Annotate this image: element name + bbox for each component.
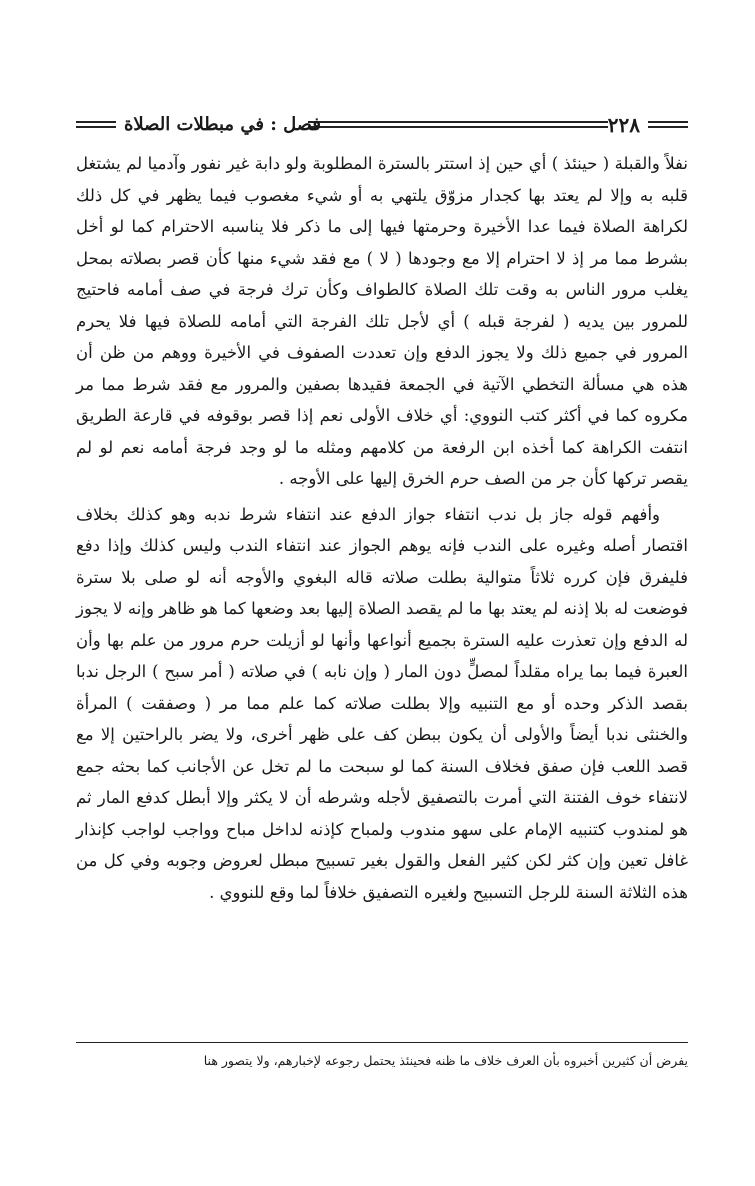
paragraph-1: نفلاً والقبلة ( حينئذ ) أي حين إذ استتر بالسترة المطلوبة ولو دابة غير نفور وآدميا لم يشتغل قلبه به وإلا لم يعتد بها كجدار مزوّق يلتهي به أو شيء مغصوب فيما يظهر في كل ذلك لكراهة الصلاة فيما عدا الأخيرة وحرمتها فيها إلى ما ذكر فلا يناسبه الاحترام كما لو أخل بشرط مما مر إذ لا احترام إلا مع وجودها ( لا ) مع فقد شيء منها كأن قصر بصلاته بمحل يغلب مرور الناس به وقت تلك الصلاة كالطواف وكأن ترك فرجة في صف أمامه فاحتيج للمرور بين يديه ( لفرجة قبله ) أي لأجل تلك الفرجة التي أمامه للصلاة فيها فلا يحرم المرور في جميع ذلك ولا يجوز الدفع وإن تعددت الصفوف في الأخيرة ووهم من ظن أن هذه هي مسألة التخطي الآتية في الجمعة فقيدها بصفين والمرور مع فقد شرط مما مر مكروه كما في أكثر كتب النووي: أي خلاف الأولى نعم إذا قصر بوقوفه في قارعة الطريق انتفت الكراهة كما أخذه ابن الرفعة من كلامهم ومثله ما لو وجد فرجة أمامه نعم لو لم يقصر تركها كأن جر من الصف حرم الخرق إليها على الأوجه . bbox=[76, 154, 688, 488]
chapter-title: فصل : في مبطلات الصلاة bbox=[124, 114, 321, 135]
header-rule-middle bbox=[308, 121, 608, 128]
page-number: ٢٢٨ bbox=[607, 113, 640, 137]
footnote-divider bbox=[76, 1042, 688, 1043]
header-rule-right bbox=[648, 121, 688, 128]
footnote: يفرض أن كثيرين أخبروه بأن العرف خلاف ما ظنه فحينئذ يحتمل رجوعه لإخبارهم، ولا يتصور هنا bbox=[203, 1053, 688, 1068]
page-header bbox=[76, 110, 688, 140]
paragraph-2: وأفهم قوله جاز بل ندب انتفاء جواز الدفع عند انتفاء شرط ندبه وهو كذلك بخلاف اقتصار أصله وغيره على الندب فإنه يوهم الجواز عند انتفاء الندب وليس كذلك وإذا دفع فليفرق فإن كرره ثلاثاً متوالية بطلت صلاته قاله البغوي والأوجه أنه لو صلى بلا سترة فوضعت له بلا إذنه لم يعتد بها ما لم يقصد الصلاة إليها بعد وضعها كما هو ظاهر وإنه لا يجوز له الدفع وإن تعذرت عليه السترة بجميع أنواعها وأنها لو أزيلت حرم مرور من علم بها وأن العبرة فيما بما يراه مقلداً لمصلٍّ دون المار ( وإن نابه ) في صلاته ( أمر سبح ) الرجل ندبا بقصد الذكر وحده أو مع التنبيه وإلا بطلت صلاته كما علم مما مر ( وصفقت ) المرأة والخنثى ندبا أيضاً والأولى أن يكون ببطن كف على ظهر أخرى، ولا يضر بالراحتين إلا مع قصد اللعب فإن صفق فخلاف السنة كما لو سبحت ما لم تخل عن الأجانب كما بحثه جمع لانتفاء خوف الفتنة التي أمرت بالتصفيق لأجله وشرطه أن لا يكثر وإلا أبطل كدفع المار ثم هو لمندوب كتنبيه الإمام على سهو مندوب ولمباح كإذنه لداخل مباح وواجب لواجب كإنذار غافل تعين وإن كثر لكن كثير الفعل والقول بغير تسبيح مبطل لعروض وجوبه وفي كل من هذه الثلاثة السنة للرجل التسبيح ولغيره التصفيق خلافاً لما وقع للنووي . bbox=[76, 504, 688, 902]
main-text bbox=[76, 148, 688, 908]
header-rule-left bbox=[76, 121, 116, 128]
